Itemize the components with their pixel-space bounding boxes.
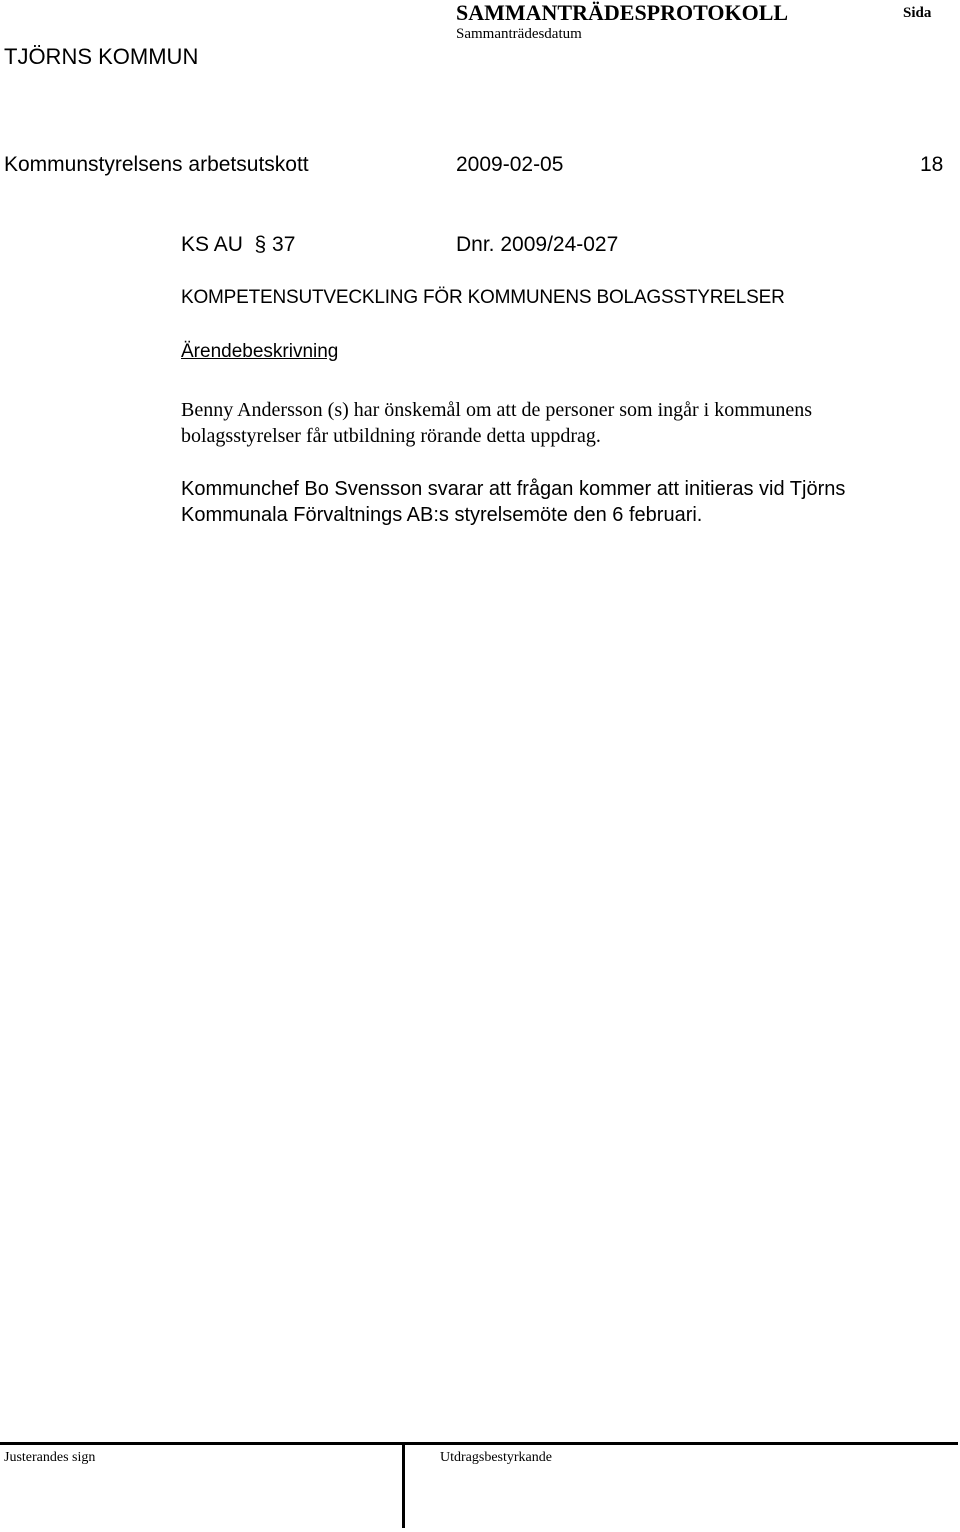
page-number: 18 — [920, 153, 944, 176]
case-reference: KS AU § 37 — [181, 233, 296, 256]
case-dnr: Dnr. 2009/24-027 — [456, 233, 619, 256]
section-heading: Ärendebeskrivning — [181, 341, 339, 362]
paragraph-line: Kommunala Förvaltnings AB:s styrelsemöte den 6 februari. — [181, 504, 703, 526]
footer-divider — [402, 1442, 405, 1528]
committee-name: Kommunstyrelsens arbetsutskott — [4, 153, 309, 176]
paragraph-line: Benny Andersson (s) har önskemål om att de personer som ingår i kommunens — [181, 399, 812, 421]
paragraph-line: Kommunchef Bo Svensson svarar att frågan kommer att initieras vid Tjörns — [181, 478, 846, 500]
document-title: SAMMANTRÄDESPROTOKOLL — [456, 0, 789, 25]
organization-name: TJÖRNS KOMMUN — [4, 44, 199, 69]
page-label: Sida — [903, 5, 932, 21]
certification-label: Utdragsbestyrkande — [440, 1450, 552, 1465]
meeting-date-label: Sammanträdesdatum — [456, 26, 582, 42]
signature-label: Justerandes sign — [4, 1450, 96, 1465]
paragraph-line: bolagsstyrelser får utbildning rörande detta uppdrag. — [181, 425, 601, 447]
case-title: KOMPETENSUTVECKLING FÖR KOMMUNENS BOLAGSSTYRELSER — [181, 287, 785, 308]
body-paragraph-2 — [181, 476, 941, 528]
body-paragraph-1 — [181, 397, 941, 449]
meeting-date: 2009-02-05 — [456, 153, 564, 176]
footer-rule — [0, 1442, 958, 1445]
